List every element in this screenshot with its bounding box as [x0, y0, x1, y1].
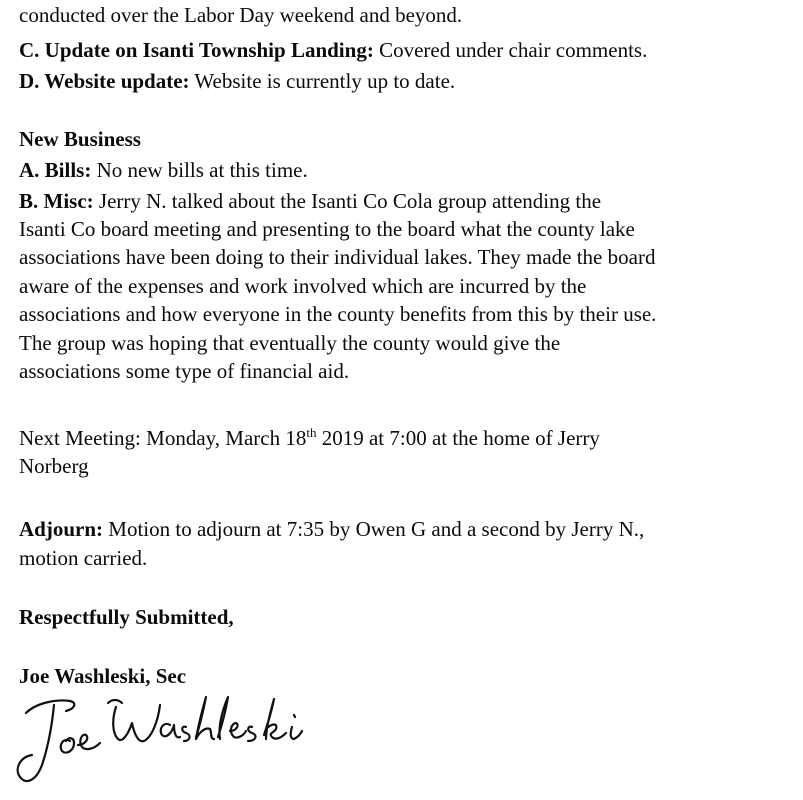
next-meeting-date: Monday, March 18	[140, 426, 307, 450]
item-b-label: B. Misc:	[19, 189, 94, 213]
new-business-item-b	[19, 188, 601, 214]
next-meeting-date-suffix: th	[306, 425, 317, 440]
item-b-line-5: associations and how everyone in the county benefits from this by their use.	[19, 302, 657, 326]
item-a-text: No new bills at this time.	[91, 158, 308, 182]
next-meeting-line	[19, 425, 600, 451]
item-d-text: Website is currently up to date.	[189, 69, 456, 93]
adjourn-label: Adjourn:	[19, 517, 104, 541]
item-b-line-4: aware of the expenses and work involved which are incurred by the	[19, 274, 587, 298]
new-business-item-a	[19, 157, 308, 183]
old-business-item-c	[19, 37, 647, 63]
continuation-line: conducted over the Labor Day weekend and beyond.	[19, 3, 463, 27]
item-b-line-1: Jerry N. talked about the Isanti Co Cola group attending the	[93, 189, 602, 213]
item-c-text: Covered under chair comments.	[373, 38, 648, 62]
closing-text: Respectfully Submitted,	[19, 605, 234, 629]
handwritten-signature	[8, 685, 318, 795]
item-b-line-3: associations have been doing to their individual lakes. They made the board	[19, 245, 656, 269]
signer-name: Joe Washleski, Sec	[19, 664, 187, 688]
item-a-label: A. Bills:	[19, 158, 92, 182]
adjourn-line-2: motion carried.	[19, 546, 148, 570]
item-b-line-2: Isanti Co board meeting and presenting to the board what the county lake	[19, 217, 635, 241]
item-b-line-7: associations some type of financial aid.	[19, 359, 350, 383]
new-business-heading: New Business	[19, 127, 141, 151]
item-d-label: D. Website update:	[19, 69, 190, 93]
next-meeting-host: Norberg	[19, 454, 89, 478]
old-business-item-d	[19, 68, 455, 94]
next-meeting-details: 2019 at 7:00 at the home of Jerry	[316, 426, 600, 450]
item-c-label: C. Update on Isanti Township Landing:	[19, 38, 374, 62]
adjourn-text: Motion to adjourn at 7:35 by Owen G and a second by Jerry N.,	[103, 517, 645, 541]
adjourn-line	[19, 516, 644, 542]
next-meeting-label: Next Meeting:	[19, 426, 141, 450]
item-b-line-6: The group was hoping that eventually the county would give the	[19, 331, 561, 355]
